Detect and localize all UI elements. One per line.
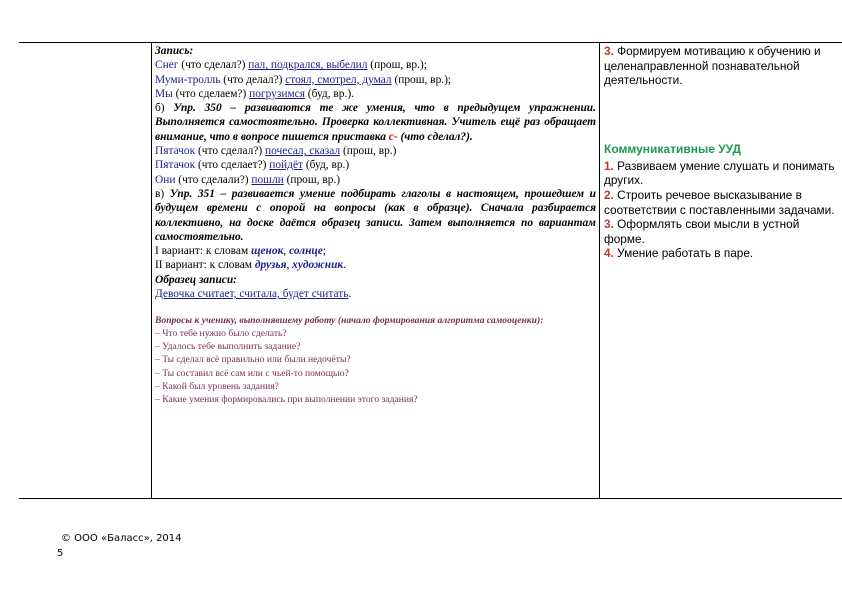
question-item: – Удалось тебе выполнить задание? — [155, 341, 301, 353]
record-line: Муми-тролль (что делал?) стоял, смотрел, думал (прош, вр.); — [155, 73, 452, 86]
record-line: Мы (что сделаем?) погрузимся (буд, вр.). — [155, 87, 354, 100]
record-line: Пятачок (что сделал?) почесал, сказал (прош, вр.) — [155, 145, 397, 158]
uud-item: 2. Строить речевое высказывание в соответствии с поставленными задачами. — [604, 187, 835, 217]
uud-item: 3. Оформлять свои мысли в устной форме. — [604, 217, 800, 246]
uud-item: 1. Развиваем умение слушать и понимать других. — [604, 158, 835, 188]
column-divider-2 — [599, 43, 600, 498]
question-item: – Что тебе нужно было сделать? — [155, 327, 287, 339]
record-line: Пятачок (что сделает?) пойдёт (буд, вр.) — [155, 159, 350, 172]
question-item: – Какие умения формировались при выполнении этого задания? — [155, 394, 418, 406]
copyright-footer: © ООО «Баласс», 2014 — [61, 533, 182, 544]
record-line: Снег (что сделал?) пал, подкрался, выбелил (прош, вр.); — [155, 59, 427, 72]
page-number: 5 — [57, 548, 64, 559]
uud-heading: Коммуникативные УУД — [604, 141, 742, 156]
variant-1: I вариант: к словам щенок, солнце; — [155, 245, 326, 258]
uud-item: 4. Умение работать в паре. — [604, 246, 754, 261]
lesson-table — [19, 42, 842, 499]
record-heading: Запись: — [155, 45, 194, 57]
exercise-351-paragraph: в) Упр. 351 – развивается умение подбирать глаголы в настоящем, прошедшем и будущем времени с опорой на вопросы (как в образце). Сначала разбирается коллективно, на доске даётся образец записи. Затем выполняется по вариантам самостоятельно. — [155, 187, 596, 243]
motivation-item: 3. Формируем мотивацию к обучению и целенаправленной познавательной деятельности. — [604, 44, 821, 88]
column-divider-1 — [151, 43, 152, 498]
question-item: – Какой был уровень задания? — [155, 380, 279, 392]
record-line: Они (что сделали?) пошли (прош, вр.) — [155, 173, 341, 186]
exercise-350-paragraph: б) Упр. 350 – развиваются те же умения, что в предыдущем упражнении. Выполняется самостоятельно. Проверка коллективная. Учитель ещё раз обращает внимание, что в вопросе пишется приставка с- (что сделал?). — [155, 102, 596, 143]
sample-line: Девочка считает, считала, будет считать. — [155, 288, 352, 301]
question-item: – Ты сделал всё правильно или были недочёты? — [155, 354, 351, 366]
sample-heading: Образец записи: — [155, 273, 237, 286]
variant-2: II вариант: к словам друзья, художник. — [155, 259, 347, 272]
questions-title: Вопросы к ученику, выполнявшему работу (начало формирования алгоритма самооценки): — [155, 315, 544, 327]
uud-cell — [601, 43, 841, 498]
question-item: – Ты составил всё сам или с чьей-то помощью? — [155, 367, 349, 379]
content-cell — [153, 43, 598, 498]
